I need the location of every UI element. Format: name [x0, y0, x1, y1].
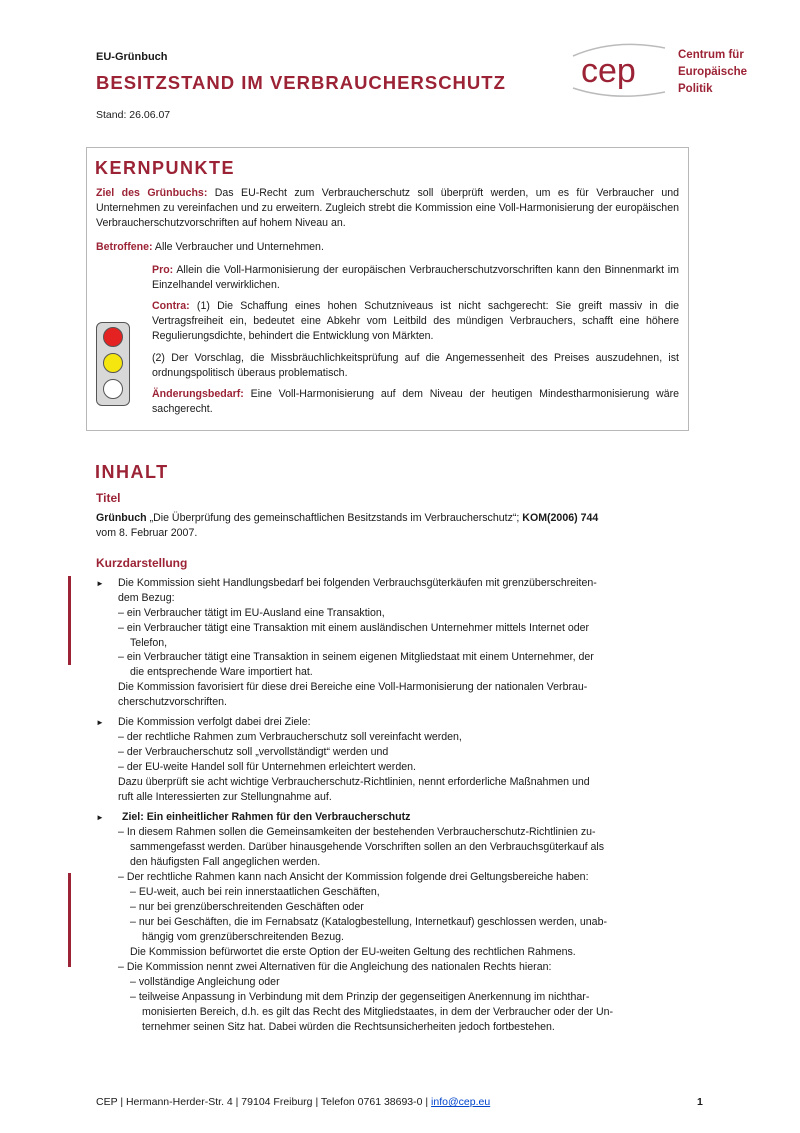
traffic-light-red-icon	[103, 327, 123, 347]
bullet-1-line-2: dem Bezug:	[118, 592, 175, 604]
bullet-1-line-3: – ein Verbraucher tätigt im EU-Ausland eine Transaktion,	[118, 607, 385, 619]
bullet-3-line-10: – Die Kommission nennt zwei Alternativen für die Angleichung des nationalen Rechts hieran:	[118, 961, 552, 973]
bullet-3-line-13: monisierten Bereich, d.h. es gilt das Recht des Mitgliedstaates, in dem der Verbraucher oder der Un-	[142, 1006, 614, 1018]
bullet-1-line-5: Telefon,	[130, 637, 168, 649]
bullet-2-line-6: ruft alle Interessierten zur Stellungnahme auf.	[118, 791, 332, 803]
bullet-3-line-7: – nur bei Geschäften, die im Fernabsatz (Katalogbestellung, Internetkauf) geschlossen werden, unab-	[130, 916, 607, 928]
contra-text: (1) Die Schaffung eines hohen Schutzniveaus ist nicht sachgerecht: Sie greift massiv in die Vertragsfreiheit ein, bedeutet eine Abkehr vom Leitbild des mündigen Verbrauchers, schafft eine höhere Regulierungsdichte, behindert die Entwicklung von Märkten.	[152, 300, 679, 342]
bullet-1-line-6: – ein Verbraucher tätigt eine Transaktion in seinem eigenen Mitgliedstaat mit einem Unternehmer, der	[118, 651, 594, 663]
contra-label: Contra:	[152, 300, 190, 312]
bullet-marker-1: ►	[96, 579, 104, 588]
bullet-3-line-2: sammengefasst werden. Darüber hinausgehende Vorschriften sollen an den Verbrauchsgüterkauf als	[130, 841, 605, 853]
bullet-3-line-9: Die Kommission befürwortet die erste Option der EU-weiten Geltung des rechtlichen Rahmens.	[130, 946, 576, 958]
titel-paragraph-line-2: vom 8. Februar 2007.	[96, 527, 198, 539]
ziel-paragraph	[96, 186, 679, 231]
ziel-label: Ziel des Grünbuchs:	[96, 187, 208, 199]
footer-address	[96, 1096, 490, 1108]
bullet-3-line-4: – Der rechtliche Rahmen kann nach Ansicht der Kommission folgende drei Geltungsbereiche haben:	[118, 871, 589, 883]
change-bar-2	[68, 873, 71, 967]
titel-text-1: „Die Überprüfung des gemeinschaftlichen Besitzstands im Verbraucherschutz“;	[146, 512, 523, 524]
bullet-3-line-11: – vollständige Angleichung oder	[130, 976, 280, 988]
organisation-name	[678, 47, 747, 98]
traffic-light-icon	[96, 322, 130, 406]
bullet-2-line-3: – der Verbraucherschutz soll „vervollständigt“ werden und	[118, 746, 389, 758]
bullet-2-line-4: – der EU-weite Handel soll für Unternehmen erleichtert werden.	[118, 761, 416, 773]
aenderung-paragraph	[152, 387, 679, 417]
betroffene-paragraph	[96, 240, 679, 255]
pro-paragraph	[152, 263, 679, 293]
bullet-3-line-12: – teilweise Anpassung in Verbindung mit dem Prinzip der gegenseitigen Anerkennung im nichthar-	[130, 991, 590, 1003]
betroffene-text: Alle Verbraucher und Unternehmen.	[152, 241, 324, 253]
organisation-line-2: Europäische	[678, 66, 748, 78]
ziel-text: Das EU-Recht zum Verbraucherschutz soll überprüft werden, um es für Verbraucher und Unternehmen zu vereinfachen und zu erweitern. Zugleich strebt die Kommission eine Voll-Harmonisierung der europäischen Verbraucherschutzvorschriften auf hohem Niveau an.	[96, 187, 680, 229]
bullet-3-line-3: den häufigsten Fall angeglichen werden.	[130, 856, 321, 868]
bullet-2-line-2: – der rechtliche Rahmen zum Verbraucherschutz soll vereinfacht werden,	[118, 731, 462, 743]
footer-email-link[interactable]: info@cep.eu	[431, 1096, 491, 1108]
bullet-3-line-5: – EU-weit, auch bei rein innerstaatlichen Geschäften,	[130, 886, 380, 898]
betroffene-label: Betroffene:	[96, 241, 153, 253]
organisation-line-1: Centrum für	[678, 49, 744, 61]
change-bar-1	[68, 576, 71, 665]
organisation-line-3: Politik	[678, 83, 713, 95]
bullet-1-line-4: – ein Verbraucher tätigt eine Transaktion mit einem ausländischen Unternehmer mittels Internet oder	[118, 622, 590, 634]
aenderung-label: Änderungsbedarf:	[152, 388, 244, 400]
titel-bold-1: Grünbuch	[96, 512, 147, 524]
aenderung-text: Eine Voll-Harmonisierung auf dem Niveau der heutigen Mindestharmonisierung wäre sachgerecht.	[152, 388, 679, 415]
document-title: BESITZSTAND IM VERBRAUCHERSCHUTZ	[96, 72, 506, 93]
logo-wordmark: cep	[581, 52, 636, 90]
bullet-3-line-14: ternehmer seinen Sitz hat. Dabei würden die Rechtsunsicherheiten jedoch fortbestehen.	[142, 1021, 555, 1033]
bullet-3-heading: Ziel: Ein einheitlicher Rahmen für den Verbraucherschutz	[122, 811, 411, 823]
bullet-3-line-6: – nur bei grenzüberschreitenden Geschäften oder	[130, 901, 364, 913]
bullet-marker-3: ►	[96, 813, 104, 822]
bullet-3-line-1: – In diesem Rahmen sollen die Gemeinsamkeiten der bestehenden Verbraucherschutz-Richtlinien zu-	[118, 826, 596, 838]
inhalt-heading: INHALT	[95, 462, 169, 482]
kurzdarstellung-heading: Kurzdarstellung	[96, 556, 188, 570]
titel-paragraph	[96, 511, 679, 526]
pro-text: Allein die Voll-Harmonisierung der europäischen Verbraucherschutzvorschriften kann den Binnenmarkt im Einzelhandel verwirklichen.	[152, 264, 679, 291]
titel-heading: Titel	[96, 491, 121, 505]
bullet-3-line-8: hängig vom grenzüberschreitenden Bezug.	[142, 931, 345, 943]
contra-paragraph	[152, 299, 679, 344]
bullet-1-line-1: Die Kommission sieht Handlungsbedarf bei folgenden Verbrauchsgüterkäufen mit grenzüberschreiten-	[118, 577, 597, 589]
contra2-paragraph: (2) Der Vorschlag, die Missbräuchlichkeitsprüfung auf die Angemessenheit des Preises auszudehnen, ist ordnungspolitisch überaus problematisch.	[152, 352, 679, 379]
document-type: EU-Grünbuch	[96, 51, 168, 63]
pro-label: Pro:	[152, 264, 174, 276]
kernpunkte-heading: KERNPUNKTE	[95, 158, 236, 178]
footer-address-text: CEP | Hermann-Herder-Str. 4 | 79104 Freiburg | Telefon 0761 38693-0 |	[96, 1096, 432, 1108]
bullet-marker-2: ►	[96, 718, 104, 727]
bullet-1-line-7: die entsprechende Ware importiert hat.	[130, 666, 313, 678]
bullet-2-line-1: Die Kommission verfolgt dabei drei Ziele:	[118, 716, 311, 728]
bullet-2-line-5: Dazu überprüft sie acht wichtige Verbraucherschutz-Richtlinien, nennt erforderliche Maßnahmen und	[118, 776, 590, 788]
document-date: Stand: 26.06.07	[96, 109, 171, 121]
titel-bold-2: KOM(2006) 744	[522, 512, 599, 524]
traffic-light-off-icon	[103, 379, 123, 399]
page-number: 1	[697, 1096, 703, 1108]
traffic-light-yellow-icon	[103, 353, 123, 373]
bullet-1-line-8: Die Kommission favorisiert für diese drei Bereiche eine Voll-Harmonisierung der nationalen Verbrau-	[118, 681, 588, 693]
bullet-1-line-9: cherschutzvorschriften.	[118, 696, 227, 708]
